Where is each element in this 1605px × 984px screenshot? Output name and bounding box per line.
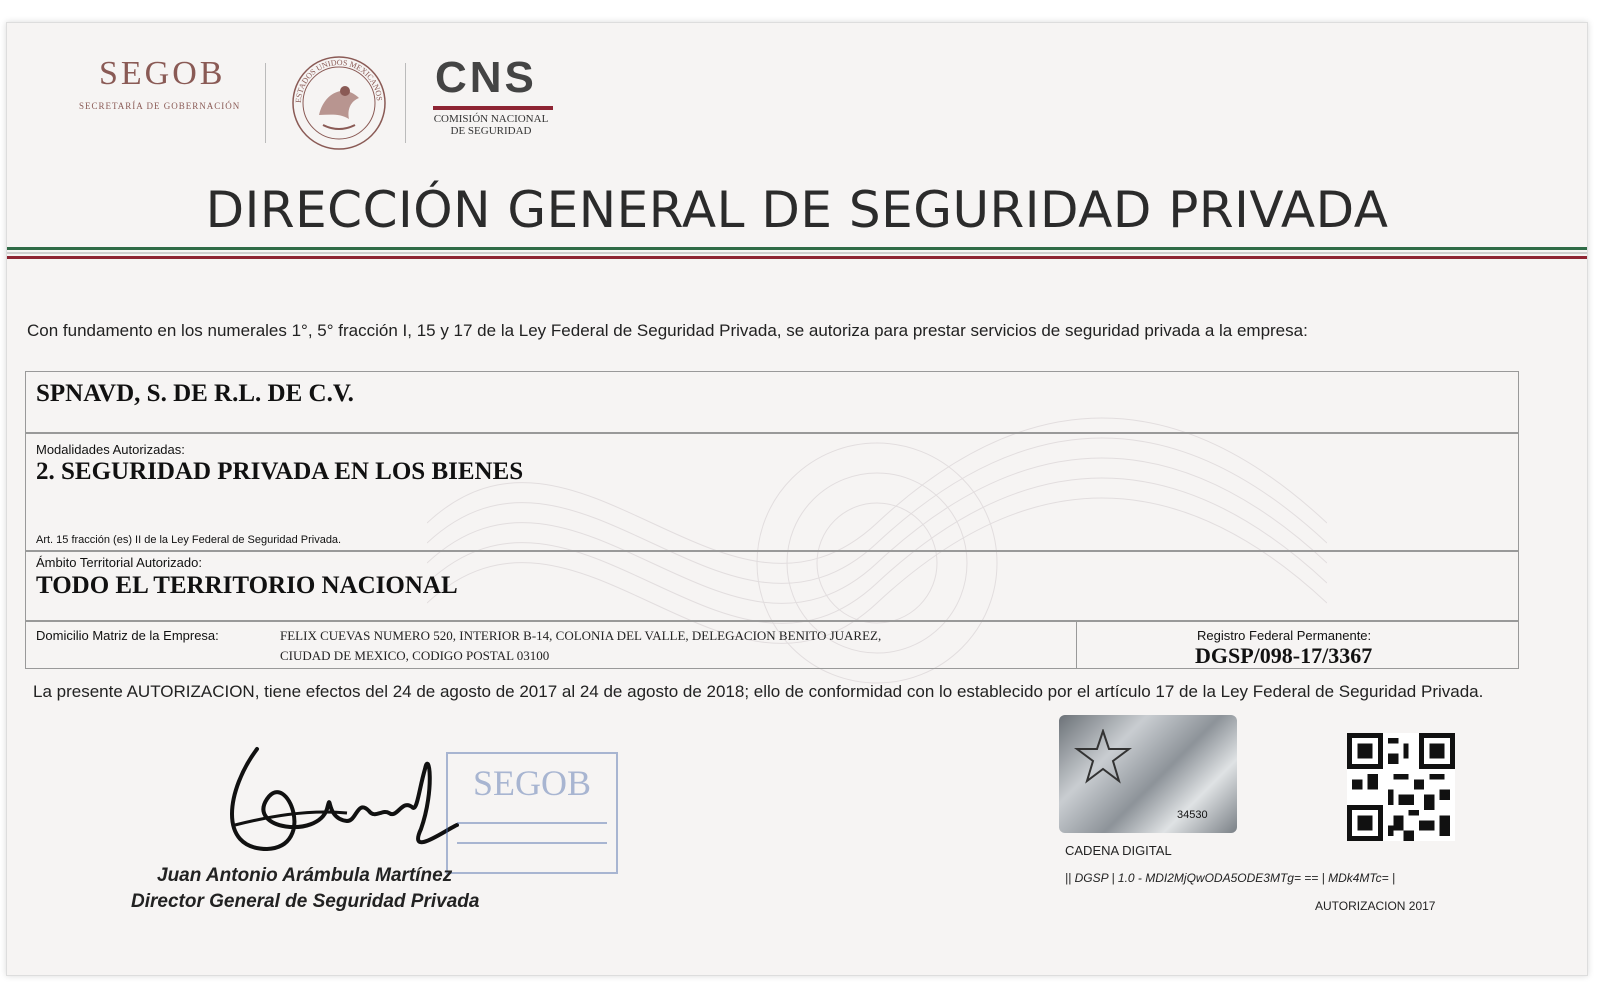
white-stripe — [7, 252, 1587, 254]
domicilio-box — [25, 621, 1077, 669]
segob-subtitle: SECRETARÍA DE GOBERNACIÓN — [79, 101, 241, 111]
green-stripe — [7, 247, 1587, 250]
ambito-label: Ámbito Territorial Autorizado: — [36, 555, 202, 570]
certificate-card — [6, 22, 1588, 976]
domicilio-line2: CIUDAD DE MEXICO, CODIGO POSTAL 03100 — [280, 648, 550, 663]
domicilio-label: Domicilio Matriz de la Empresa: — [36, 628, 219, 643]
intro-paragraph: Con fundamento en los numerales 1°, 5° fracción I, 15 y 17 de la Ley Federal de Seguridad Privada, se autoriza para prestar servicios de seguridad privada a la empresa: — [27, 321, 1308, 340]
cns-logo: CNS — [435, 53, 537, 102]
seal-text: ESTADOS UNIDOS MEXICANOS — [293, 57, 384, 104]
modalidades-value: 2. SEGURIDAD PRIVADA EN LOS BIENES — [36, 458, 524, 485]
domicilio-line1: FELIX CUEVAS NUMERO 520, INTERIOR B-14, COLONIA DEL VALLE, DELEGACION BENITO JUAREZ, — [280, 628, 882, 643]
signer-title: Director General de Seguridad Privada — [131, 891, 480, 912]
ambito-value: TODO EL TERRITORIO NACIONAL — [36, 572, 458, 599]
modalidades-box — [25, 433, 1519, 551]
company-box — [25, 371, 1519, 433]
star-badge-icon — [1073, 729, 1133, 789]
cadena-digital-label: CADENA DIGITAL — [1065, 843, 1172, 858]
registro-value: DGSP/098-17/3367 — [1195, 643, 1373, 668]
segob-logo: SEGOB — [99, 55, 226, 92]
cns-subtitle: COMISIÓN NACIONAL DE SEGURIDAD — [433, 113, 549, 137]
logo-divider — [405, 63, 406, 143]
registro-label: Registro Federal Permanente: — [1197, 628, 1372, 643]
footer-code: AUTORIZACION 2017 — [1315, 899, 1436, 913]
logo-divider — [265, 63, 266, 143]
modalidades-note: Art. 15 fracción (es) II de la Ley Federal de Seguridad Privada. — [36, 534, 342, 546]
modalidades-label: Modalidades Autorizadas: — [36, 442, 185, 457]
qr-code-icon — [1347, 733, 1455, 841]
page-title: DIRECCIÓN GENERAL DE SEGURIDAD PRIVADA — [205, 181, 1389, 239]
signer-name: Juan Antonio Arámbula Martínez — [157, 865, 453, 886]
company-name: SPNAVD, S. DE R.L. DE C.V. — [36, 380, 354, 407]
hologram-sticker — [1059, 715, 1237, 833]
red-stripe — [7, 256, 1587, 259]
signature — [207, 729, 467, 879]
stamp-text: SEGOB — [472, 763, 592, 803]
cadena-digital-value: || DGSP | 1.0 - MDI2MjQwODA5ODE3MTg= == | MDk4MTc= | — [1065, 871, 1396, 885]
segob-stamp — [437, 743, 627, 893]
cns-red-bar — [433, 106, 553, 110]
hologram-number: 34530 — [1177, 809, 1208, 821]
vigencia-paragraph: La presente AUTORIZACION, tiene efectos del 24 de agosto de 2017 al 24 de agosto de 2018; ello de conformidad con lo establecido por el artículo 17 de la Ley Federal de Seguridad Privada. — [33, 682, 1484, 701]
ambito-box — [25, 551, 1519, 621]
registro-box — [1076, 621, 1519, 669]
national-seal-icon — [289, 53, 389, 153]
